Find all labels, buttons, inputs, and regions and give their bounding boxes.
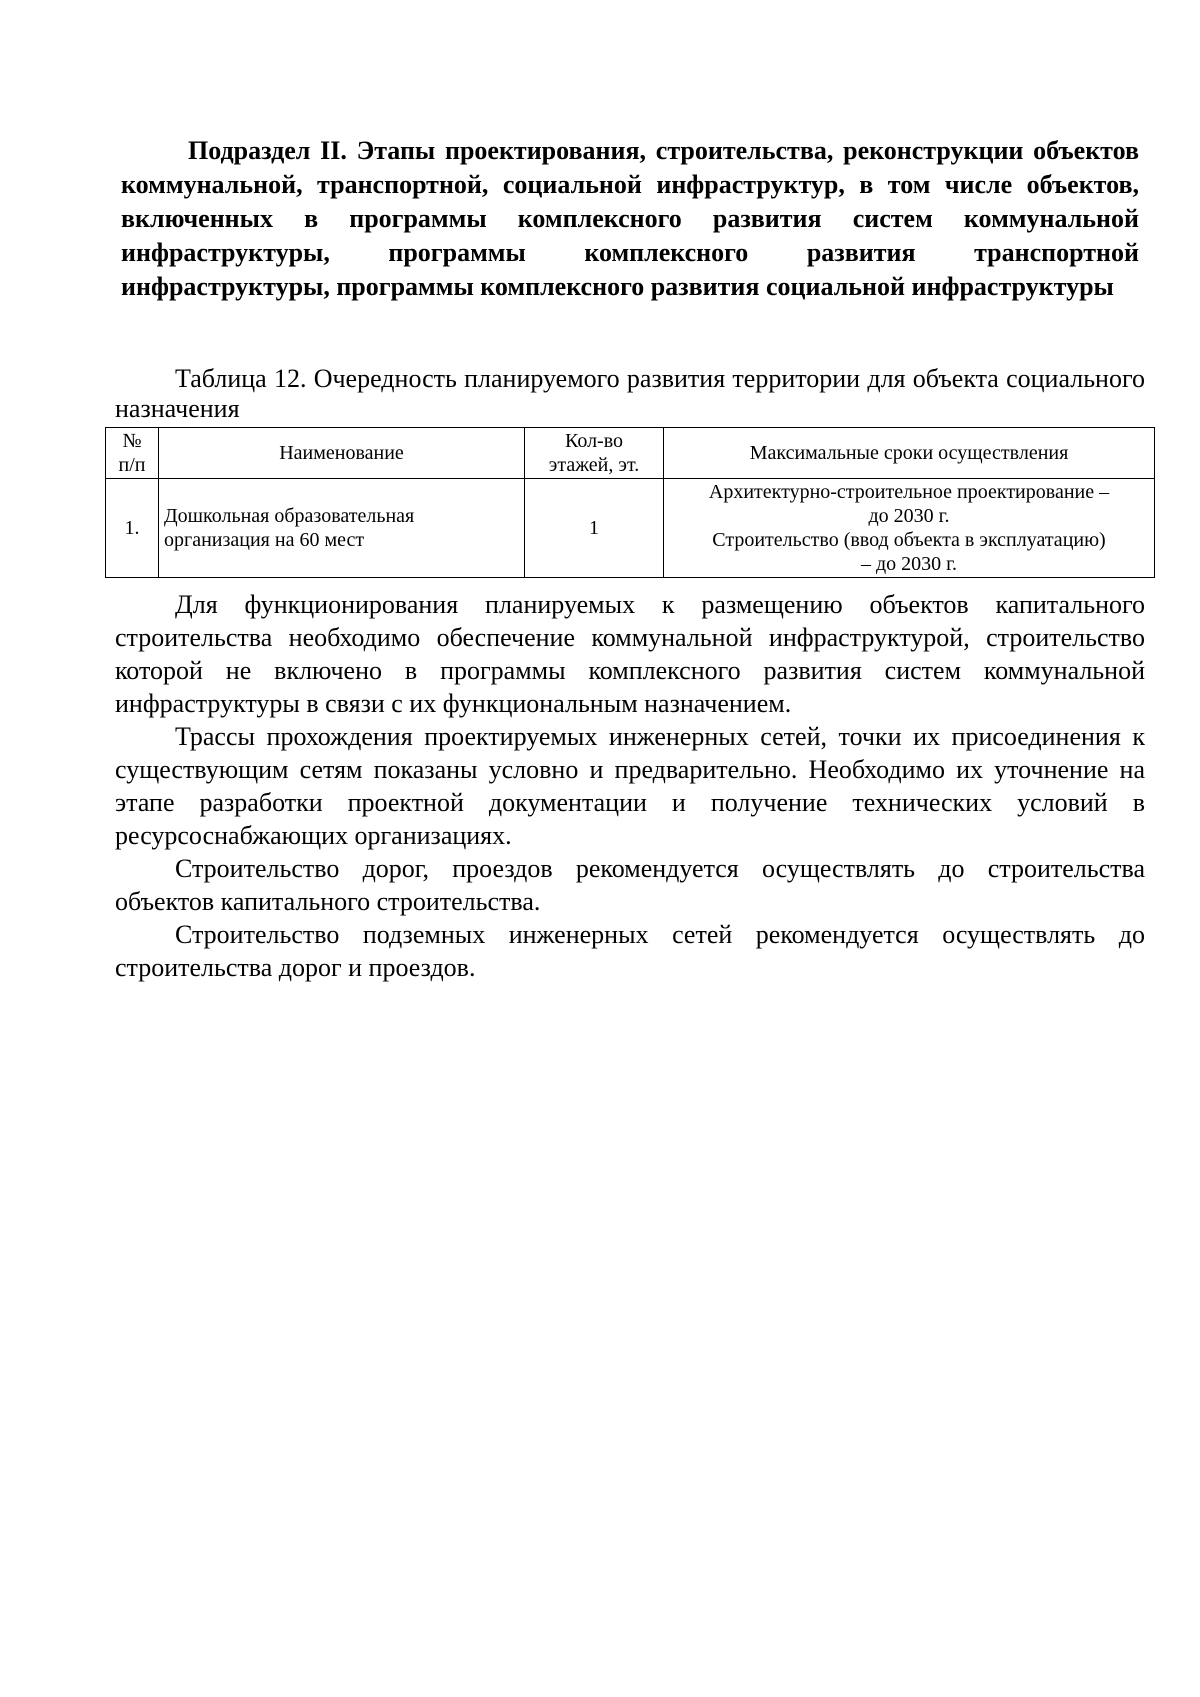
section-heading: Подраздел II. Этапы проектирования, строительства, реконструкции объектов коммунальной, транспортной, социальной инфраструктур, в том числе объектов, включенных в программы комплексного развития систем коммунальной инфраструктуры, программы комплексного развития транспортной инфраструктуры, программы комплексного развития социальной инфраструктуры xyxy=(121,136,1139,301)
header-terms: Максимальные сроки осуществления xyxy=(664,428,1155,479)
cell-name xyxy=(159,479,525,578)
cell-num: 1. xyxy=(106,479,159,578)
schedule-table xyxy=(105,427,1155,578)
header-floors-line1: Кол-во xyxy=(564,430,624,452)
cell-terms xyxy=(664,479,1155,578)
cell-terms-line2: до 2030 г. xyxy=(868,505,950,527)
header-floors xyxy=(525,428,664,479)
cell-name-line1: Дошкольная образовательная xyxy=(164,505,415,527)
table-row xyxy=(106,479,1155,578)
paragraph: Трассы прохождения проектируемых инженерных сетей, точки их присоединения к существующим сетям показаны условно и предварительно. Необходимо их уточнение на этапе разработки проектной документации и получение технических условий в ресурсоснабжающих организациях. xyxy=(115,722,1145,850)
cell-terms-line3: Строительство (ввод объекта в эксплуатацию) xyxy=(712,529,1106,551)
cell-floors: 1 xyxy=(525,479,664,578)
header-num xyxy=(106,428,159,479)
table-header-row xyxy=(106,428,1155,479)
body-text xyxy=(115,588,1145,984)
header-num-line2: п/п xyxy=(118,454,146,476)
cell-name-line2: организация на 60 мест xyxy=(164,529,365,551)
paragraph: Строительство подземных инженерных сетей рекомендуется осуществлять до строительства дорог и проездов. xyxy=(115,920,1145,982)
paragraph: Для функционирования планируемых к размещению объектов капитального строительства необходимо обеспечение коммунальной инфраструктурой, строительство которой не включено в программы комплексного развития систем коммунальной инфраструктуры в связи с их функциональным назначением. xyxy=(115,590,1145,718)
cell-terms-line4: – до 2030 г. xyxy=(860,553,958,575)
table-caption: Таблица 12. Очередность планируемого развития территории для объекта социального назначения xyxy=(115,364,1145,423)
paragraph: Строительство дорог, проездов рекомендуется осуществлять до строительства объектов капитального строительства. xyxy=(115,854,1145,916)
header-floors-line2: этажей, эт. xyxy=(548,454,640,476)
cell-terms-line1: Архитектурно-строительное проектирование – xyxy=(708,481,1110,503)
header-name: Наименование xyxy=(159,428,525,479)
header-num-line1: № xyxy=(122,430,142,452)
